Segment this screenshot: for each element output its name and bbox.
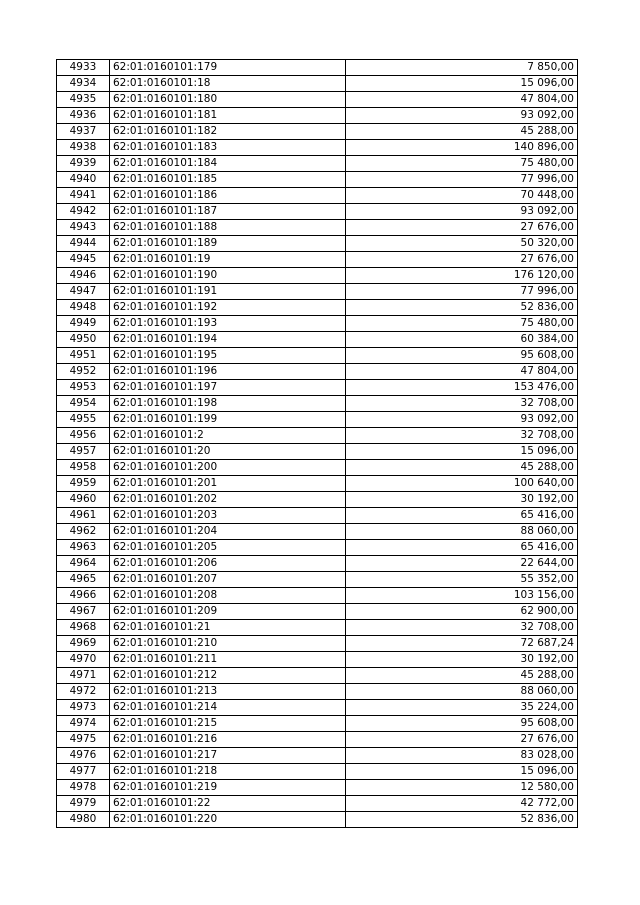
value-cell: 32 708,00 — [346, 396, 578, 412]
value-cell: 27 676,00 — [346, 220, 578, 236]
value-cell: 55 352,00 — [346, 572, 578, 588]
table-row — [57, 556, 578, 572]
cadastral-number-cell: 62:01:0160101:190 — [110, 268, 346, 284]
table-row — [57, 716, 578, 732]
value-cell: 32 708,00 — [346, 428, 578, 444]
value-cell: 60 384,00 — [346, 332, 578, 348]
row-number-cell: 4968 — [57, 620, 110, 636]
value-cell: 7 850,00 — [346, 60, 578, 76]
cadastral-number-cell: 62:01:0160101:213 — [110, 684, 346, 700]
cadastral-number-cell: 62:01:0160101:192 — [110, 300, 346, 316]
row-number-cell: 4945 — [57, 252, 110, 268]
registry-table — [56, 59, 578, 828]
value-cell: 65 416,00 — [346, 540, 578, 556]
table-row — [57, 60, 578, 76]
table-row — [57, 76, 578, 92]
value-cell: 15 096,00 — [346, 444, 578, 460]
value-cell: 15 096,00 — [346, 76, 578, 92]
row-number-cell: 4969 — [57, 636, 110, 652]
row-number-cell: 4936 — [57, 108, 110, 124]
table-row — [57, 780, 578, 796]
value-cell: 27 676,00 — [346, 732, 578, 748]
cadastral-number-cell: 62:01:0160101:206 — [110, 556, 346, 572]
value-cell: 42 772,00 — [346, 796, 578, 812]
cadastral-number-cell: 62:01:0160101:189 — [110, 236, 346, 252]
cadastral-number-cell: 62:01:0160101:18 — [110, 76, 346, 92]
value-cell: 50 320,00 — [346, 236, 578, 252]
row-number-cell: 4953 — [57, 380, 110, 396]
row-number-cell: 4951 — [57, 348, 110, 364]
table-row — [57, 540, 578, 556]
table-row — [57, 476, 578, 492]
value-cell: 35 224,00 — [346, 700, 578, 716]
value-cell: 22 644,00 — [346, 556, 578, 572]
table-row — [57, 172, 578, 188]
table-row — [57, 380, 578, 396]
table-row — [57, 188, 578, 204]
table-row — [57, 652, 578, 668]
cadastral-number-cell: 62:01:0160101:210 — [110, 636, 346, 652]
value-cell: 95 608,00 — [346, 716, 578, 732]
table-row — [57, 332, 578, 348]
row-number-cell: 4961 — [57, 508, 110, 524]
table-row — [57, 220, 578, 236]
row-number-cell: 4973 — [57, 700, 110, 716]
cadastral-number-cell: 62:01:0160101:185 — [110, 172, 346, 188]
cadastral-number-cell: 62:01:0160101:187 — [110, 204, 346, 220]
row-number-cell: 4948 — [57, 300, 110, 316]
cadastral-number-cell: 62:01:0160101:21 — [110, 620, 346, 636]
row-number-cell: 4977 — [57, 764, 110, 780]
row-number-cell: 4959 — [57, 476, 110, 492]
table-row — [57, 204, 578, 220]
row-number-cell: 4972 — [57, 684, 110, 700]
cadastral-number-cell: 62:01:0160101:19 — [110, 252, 346, 268]
row-number-cell: 4934 — [57, 76, 110, 92]
table-row — [57, 572, 578, 588]
value-cell: 52 836,00 — [346, 300, 578, 316]
row-number-cell: 4938 — [57, 140, 110, 156]
value-cell: 100 640,00 — [346, 476, 578, 492]
cadastral-number-cell: 62:01:0160101:179 — [110, 60, 346, 76]
table-row — [57, 732, 578, 748]
row-number-cell: 4964 — [57, 556, 110, 572]
table-row — [57, 236, 578, 252]
cadastral-number-cell: 62:01:0160101:220 — [110, 812, 346, 828]
cadastral-number-cell: 62:01:0160101:216 — [110, 732, 346, 748]
row-number-cell: 4971 — [57, 668, 110, 684]
value-cell: 93 092,00 — [346, 108, 578, 124]
cadastral-number-cell: 62:01:0160101:215 — [110, 716, 346, 732]
cadastral-number-cell: 62:01:0160101:198 — [110, 396, 346, 412]
value-cell: 93 092,00 — [346, 204, 578, 220]
table-row — [57, 604, 578, 620]
row-number-cell: 4963 — [57, 540, 110, 556]
row-number-cell: 4970 — [57, 652, 110, 668]
cadastral-number-cell: 62:01:0160101:209 — [110, 604, 346, 620]
table-row — [57, 812, 578, 828]
value-cell: 47 804,00 — [346, 364, 578, 380]
table-row — [57, 620, 578, 636]
cadastral-number-cell: 62:01:0160101:204 — [110, 524, 346, 540]
value-cell: 45 288,00 — [346, 460, 578, 476]
value-cell: 72 687,24 — [346, 636, 578, 652]
cadastral-number-cell: 62:01:0160101:218 — [110, 764, 346, 780]
cadastral-number-cell: 62:01:0160101:193 — [110, 316, 346, 332]
table-row — [57, 316, 578, 332]
table-row — [57, 668, 578, 684]
value-cell: 77 996,00 — [346, 284, 578, 300]
table-row — [57, 492, 578, 508]
value-cell: 83 028,00 — [346, 748, 578, 764]
cadastral-number-cell: 62:01:0160101:183 — [110, 140, 346, 156]
cadastral-number-cell: 62:01:0160101:180 — [110, 92, 346, 108]
table-row — [57, 284, 578, 300]
row-number-cell: 4979 — [57, 796, 110, 812]
row-number-cell: 4956 — [57, 428, 110, 444]
table-row — [57, 428, 578, 444]
document-page — [56, 59, 577, 828]
row-number-cell: 4944 — [57, 236, 110, 252]
table-row — [57, 124, 578, 140]
table-row — [57, 396, 578, 412]
table-row — [57, 268, 578, 284]
cadastral-number-cell: 62:01:0160101:205 — [110, 540, 346, 556]
cadastral-number-cell: 62:01:0160101:197 — [110, 380, 346, 396]
table-row — [57, 524, 578, 540]
value-cell: 45 288,00 — [346, 124, 578, 140]
table-row — [57, 300, 578, 316]
value-cell: 52 836,00 — [346, 812, 578, 828]
value-cell: 65 416,00 — [346, 508, 578, 524]
table-row — [57, 156, 578, 172]
cadastral-number-cell: 62:01:0160101:181 — [110, 108, 346, 124]
value-cell: 75 480,00 — [346, 316, 578, 332]
table-row — [57, 796, 578, 812]
table-row — [57, 412, 578, 428]
value-cell: 95 608,00 — [346, 348, 578, 364]
cadastral-number-cell: 62:01:0160101:194 — [110, 332, 346, 348]
value-cell: 45 288,00 — [346, 668, 578, 684]
row-number-cell: 4967 — [57, 604, 110, 620]
value-cell: 93 092,00 — [346, 412, 578, 428]
cadastral-number-cell: 62:01:0160101:2 — [110, 428, 346, 444]
row-number-cell: 4949 — [57, 316, 110, 332]
row-number-cell: 4942 — [57, 204, 110, 220]
cadastral-number-cell: 62:01:0160101:219 — [110, 780, 346, 796]
value-cell: 70 448,00 — [346, 188, 578, 204]
table-row — [57, 764, 578, 780]
cadastral-number-cell: 62:01:0160101:22 — [110, 796, 346, 812]
cadastral-number-cell: 62:01:0160101:182 — [110, 124, 346, 140]
row-number-cell: 4950 — [57, 332, 110, 348]
cadastral-number-cell: 62:01:0160101:211 — [110, 652, 346, 668]
row-number-cell: 4962 — [57, 524, 110, 540]
row-number-cell: 4976 — [57, 748, 110, 764]
table-row — [57, 364, 578, 380]
table-row — [57, 460, 578, 476]
value-cell: 75 480,00 — [346, 156, 578, 172]
cadastral-number-cell: 62:01:0160101:191 — [110, 284, 346, 300]
cadastral-number-cell: 62:01:0160101:199 — [110, 412, 346, 428]
table-row — [57, 588, 578, 604]
table-row — [57, 636, 578, 652]
table-row — [57, 108, 578, 124]
cadastral-number-cell: 62:01:0160101:214 — [110, 700, 346, 716]
table-row — [57, 252, 578, 268]
table-body — [57, 60, 578, 828]
row-number-cell: 4935 — [57, 92, 110, 108]
value-cell: 15 096,00 — [346, 764, 578, 780]
row-number-cell: 4940 — [57, 172, 110, 188]
cadastral-number-cell: 62:01:0160101:184 — [110, 156, 346, 172]
row-number-cell: 4978 — [57, 780, 110, 796]
value-cell: 77 996,00 — [346, 172, 578, 188]
value-cell: 88 060,00 — [346, 524, 578, 540]
value-cell: 30 192,00 — [346, 492, 578, 508]
row-number-cell: 4966 — [57, 588, 110, 604]
value-cell: 140 896,00 — [346, 140, 578, 156]
row-number-cell: 4965 — [57, 572, 110, 588]
cadastral-number-cell: 62:01:0160101:212 — [110, 668, 346, 684]
value-cell: 176 120,00 — [346, 268, 578, 284]
cadastral-number-cell: 62:01:0160101:202 — [110, 492, 346, 508]
table-row — [57, 140, 578, 156]
value-cell: 62 900,00 — [346, 604, 578, 620]
cadastral-number-cell: 62:01:0160101:188 — [110, 220, 346, 236]
value-cell: 47 804,00 — [346, 92, 578, 108]
row-number-cell: 4939 — [57, 156, 110, 172]
cadastral-number-cell: 62:01:0160101:203 — [110, 508, 346, 524]
row-number-cell: 4947 — [57, 284, 110, 300]
value-cell: 12 580,00 — [346, 780, 578, 796]
row-number-cell: 4957 — [57, 444, 110, 460]
table-row — [57, 508, 578, 524]
value-cell: 27 676,00 — [346, 252, 578, 268]
row-number-cell: 4975 — [57, 732, 110, 748]
value-cell: 88 060,00 — [346, 684, 578, 700]
row-number-cell: 4952 — [57, 364, 110, 380]
table-row — [57, 700, 578, 716]
row-number-cell: 4933 — [57, 60, 110, 76]
cadastral-number-cell: 62:01:0160101:195 — [110, 348, 346, 364]
cadastral-number-cell: 62:01:0160101:208 — [110, 588, 346, 604]
cadastral-number-cell: 62:01:0160101:200 — [110, 460, 346, 476]
row-number-cell: 4937 — [57, 124, 110, 140]
value-cell: 103 156,00 — [346, 588, 578, 604]
cadastral-number-cell: 62:01:0160101:20 — [110, 444, 346, 460]
row-number-cell: 4955 — [57, 412, 110, 428]
row-number-cell: 4954 — [57, 396, 110, 412]
cadastral-number-cell: 62:01:0160101:201 — [110, 476, 346, 492]
row-number-cell: 4960 — [57, 492, 110, 508]
row-number-cell: 4974 — [57, 716, 110, 732]
row-number-cell: 4941 — [57, 188, 110, 204]
table-row — [57, 748, 578, 764]
cadastral-number-cell: 62:01:0160101:217 — [110, 748, 346, 764]
value-cell: 32 708,00 — [346, 620, 578, 636]
row-number-cell: 4958 — [57, 460, 110, 476]
row-number-cell: 4946 — [57, 268, 110, 284]
value-cell: 30 192,00 — [346, 652, 578, 668]
cadastral-number-cell: 62:01:0160101:196 — [110, 364, 346, 380]
table-row — [57, 684, 578, 700]
cadastral-number-cell: 62:01:0160101:186 — [110, 188, 346, 204]
row-number-cell: 4943 — [57, 220, 110, 236]
table-row — [57, 444, 578, 460]
value-cell: 153 476,00 — [346, 380, 578, 396]
row-number-cell: 4980 — [57, 812, 110, 828]
table-row — [57, 92, 578, 108]
table-row — [57, 348, 578, 364]
cadastral-number-cell: 62:01:0160101:207 — [110, 572, 346, 588]
